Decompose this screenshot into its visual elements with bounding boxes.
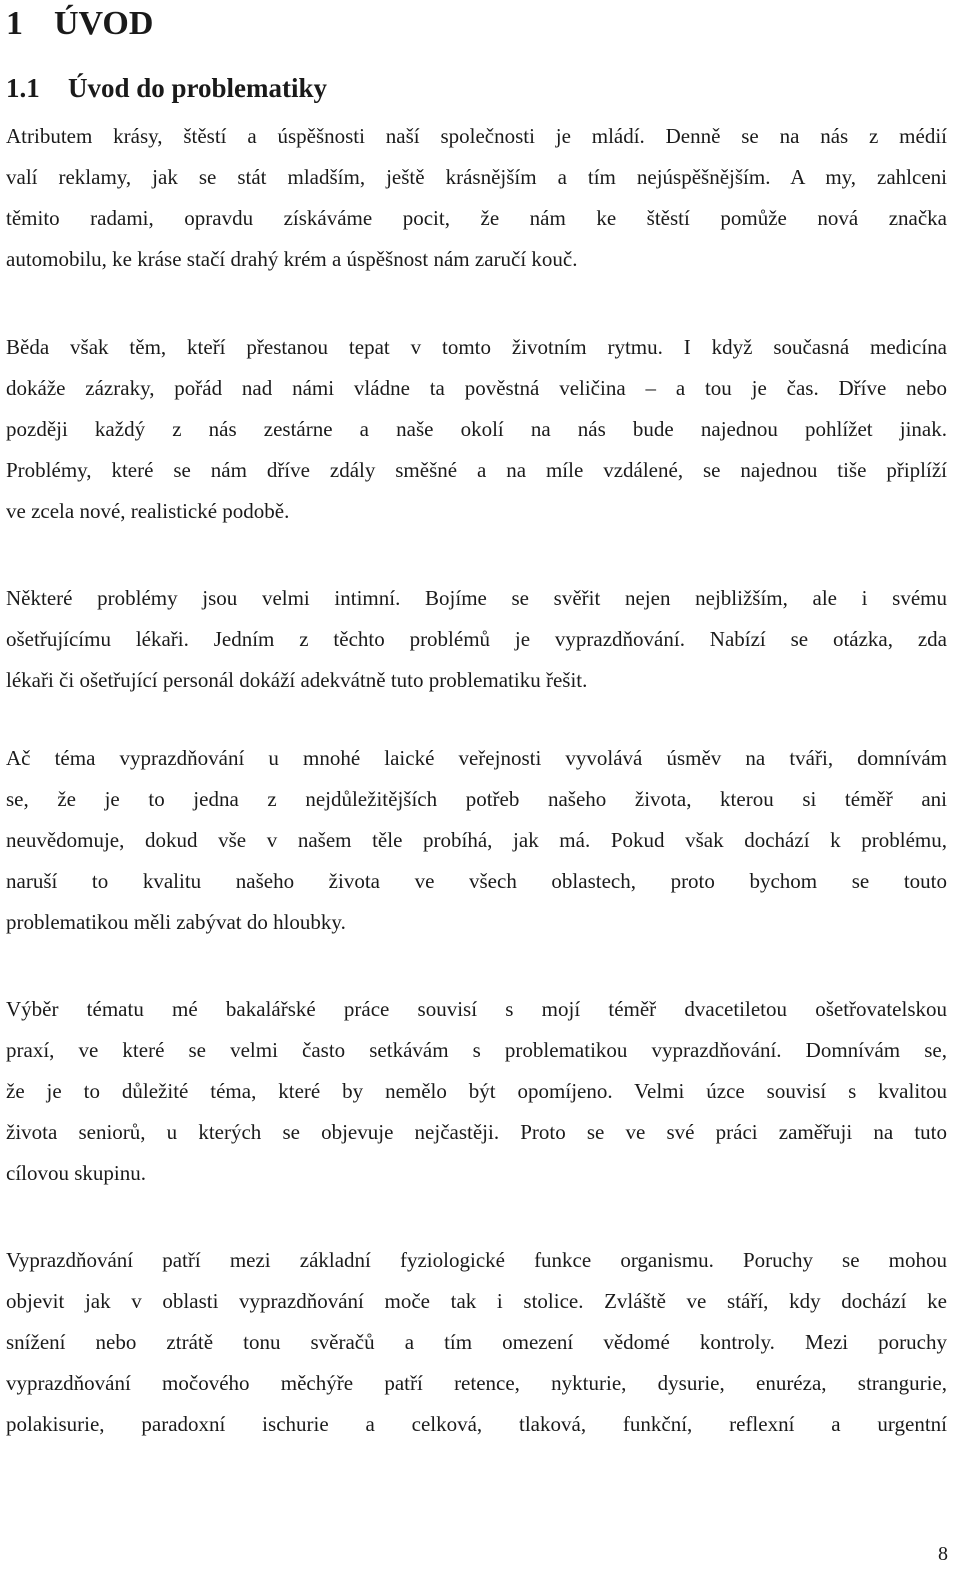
- paragraph-1: [6, 116, 947, 280]
- text-line: Ač téma vyprazdňování u mnohé laické veřejnosti vyvolává úsměv na tváři, domnívám: [6, 746, 947, 770]
- paragraph-2: [6, 327, 947, 532]
- text-line: objevit jak v oblasti vyprazdňování moče tak i stolice. Zvláště ve stáří, kdy dochází ke: [6, 1289, 947, 1313]
- text-line: dokáže zázraky, pořád nad námi vládne ta pověstná veličina – a tou je čas. Dříve nebo: [6, 376, 947, 400]
- text-line: Problémy, které se nám dříve zdály směšné a na míle vzdálené, se najednou tiše připlíží: [6, 458, 947, 482]
- text-line: snížení nebo ztrátě tonu svěračů a tím omezení vědomé kontroly. Mezi poruchy: [6, 1330, 947, 1354]
- text-line: cílovou skupinu.: [6, 1161, 146, 1185]
- text-line: vyprazdňování močového měchýře patří retence, nykturie, dysurie, enuréza, strangurie,: [6, 1371, 947, 1395]
- text-line: naruší to kvalitu našeho života ve všech oblastech, proto bychom se touto: [6, 869, 947, 893]
- text-line: neuvědomuje, dokud vše v našem těle probíhá, jak má. Pokud však dochází k problému,: [6, 828, 947, 852]
- text-line: praxí, ve které se velmi často setkávám s problematikou vyprazdňování. Domnívám se,: [6, 1038, 947, 1062]
- text-line: lékaři či ošetřující personál dokáží adekvátně tuto problematiku řešit.: [6, 668, 588, 692]
- paragraph-6: [6, 1240, 947, 1445]
- text-line: se, že je to jedna z nejdůležitějších potřeb našeho života, kterou si téměř ani: [6, 787, 947, 811]
- text-line: Běda však těm, kteří přestanou tepat v tomto životním rytmu. I když současná medicína: [6, 335, 947, 359]
- text-line: Atributem krásy, štěstí a úspěšnosti naší společnosti je mládí. Denně se na nás z médií: [6, 124, 947, 148]
- text-line: ve zcela nové, realistické podobě.: [6, 499, 290, 523]
- text-line: Výběr tématu mé bakalářské práce souvisí s mojí téměř dvacetiletou ošetřovatelskou: [6, 997, 947, 1021]
- paragraph-5: [6, 989, 947, 1194]
- text-line: těmito radami, opravdu získáváme pocit, že nám ke štěstí pomůže nová značka: [6, 206, 947, 230]
- text-line: později každý z nás zestárne a naše okolí na nás bude najednou pohlížet jinak.: [6, 417, 947, 441]
- page-number: 8: [938, 1543, 948, 1565]
- paragraph-4: [6, 738, 947, 943]
- text-line: valí reklamy, jak se stát mladším, ještě krásnějším a tím nejúspěšnějším. A my, zahlceni: [6, 165, 947, 189]
- text-line: polakisurie, paradoxní ischurie a celková, tlaková, funkční, reflexní a urgentní: [6, 1412, 947, 1436]
- text-line: že je to důležité téma, které by nemělo být opomíjeno. Velmi úzce souvisí s kvalitou: [6, 1079, 947, 1103]
- text-line: ošetřujícímu lékaři. Jedním z těchto problémů je vyprazdňování. Nabízí se otázka, zda: [6, 627, 947, 651]
- paragraph-3: [6, 578, 947, 701]
- chapter-title: ÚVOD: [54, 5, 154, 42]
- chapter-heading: [6, 2, 153, 46]
- text-line: života seniorů, u kterých se objevuje nejčastěji. Proto se ve své práci zaměřuji na tuto: [6, 1120, 947, 1144]
- section-number: 1.1: [6, 73, 40, 103]
- section-title: Úvod do problematiky: [68, 73, 328, 103]
- text-line: Některé problémy jsou velmi intimní. Bojíme se svěřit nejen nejbližším, ale i svému: [6, 586, 947, 610]
- text-line: automobilu, ke kráse stačí drahý krém a úspěšnost nám zaručí kouč.: [6, 247, 578, 271]
- text-line: problematikou měli zabývat do hloubky.: [6, 910, 346, 934]
- text-line: Vyprazdňování patří mezi základní fyziologické funkce organismu. Poruchy se mohou: [6, 1248, 947, 1272]
- section-heading: [6, 68, 327, 108]
- chapter-number: 1: [6, 5, 23, 42]
